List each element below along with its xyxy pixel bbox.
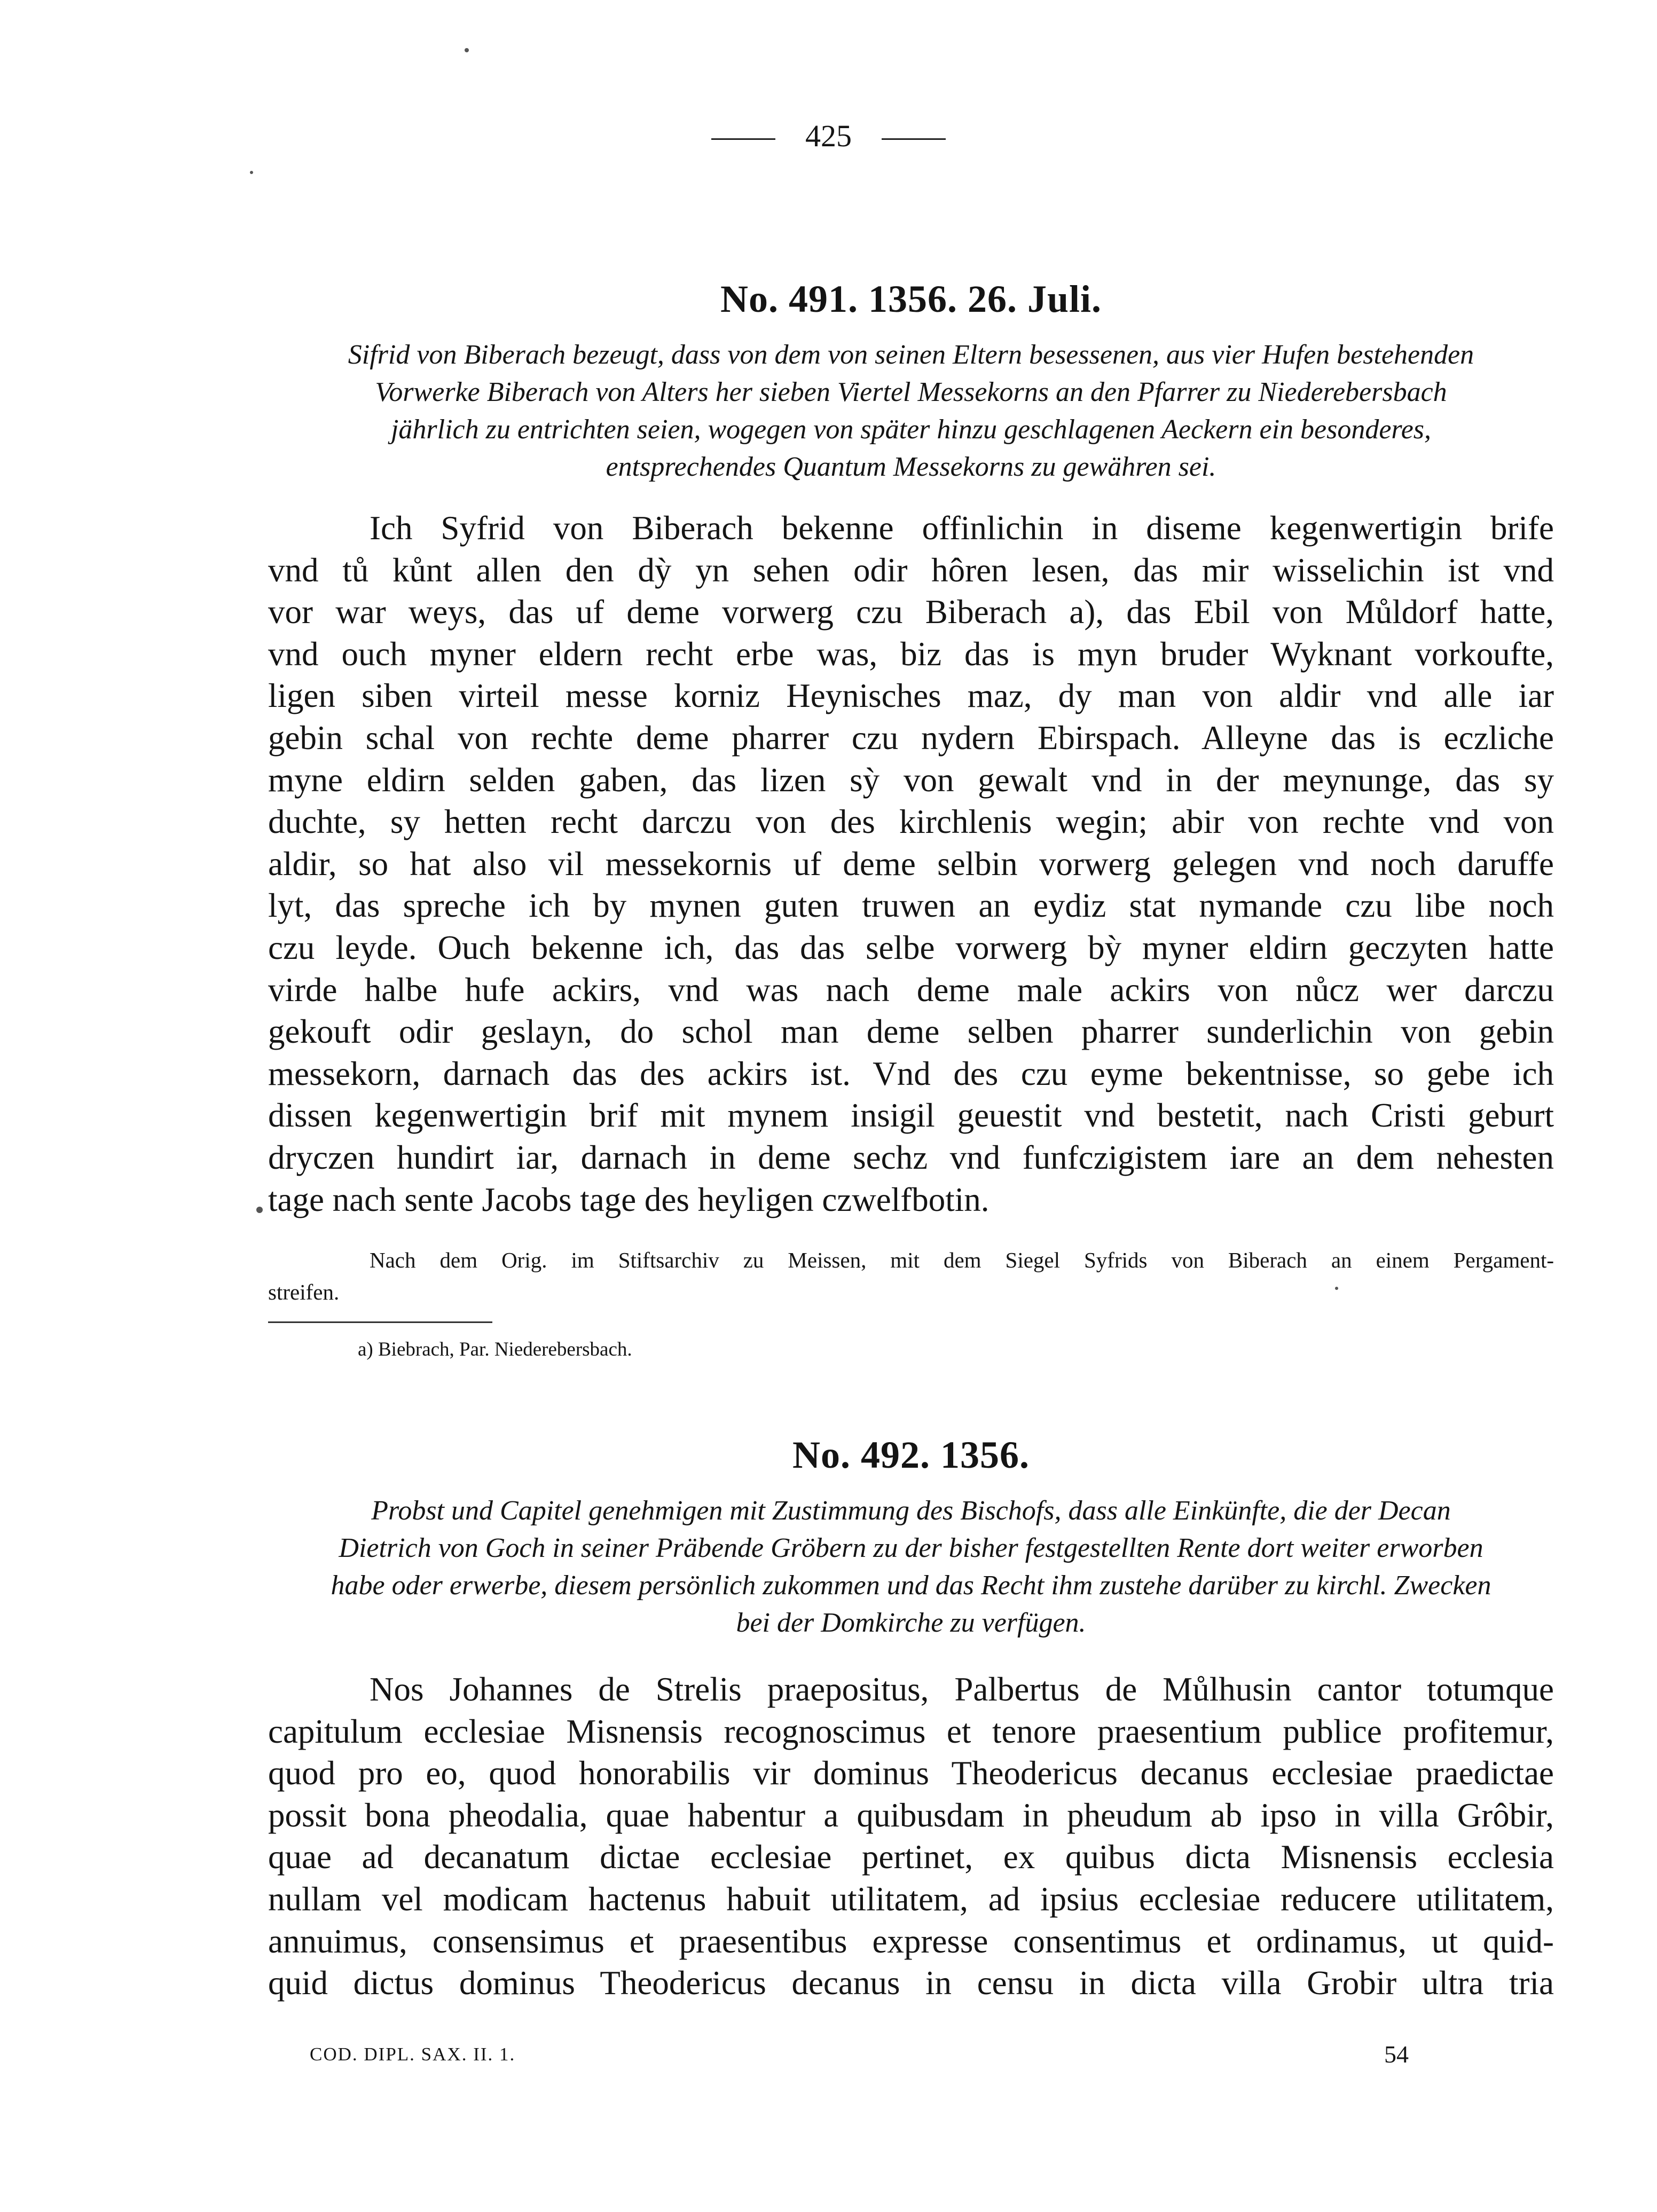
regest-line: Dietrich von Goch in seiner Präbende Gröbern zu der bisher festgestellten Rente dort weiter erworben: [339, 1533, 1483, 1563]
page-footer: [0, 2038, 1657, 2071]
text-line: lyt, das spreche ich by mynen guten truwen an eydiz stat nymande czu libe noch: [268, 887, 1554, 925]
source-note-line: Nach dem Orig. im Stiftsarchiv zu Meissen, mit dem Siegel Syfrids von Biberach an einem Pergament-: [370, 1248, 1554, 1272]
source-note: [268, 1244, 1554, 1308]
text-line: virde halbe hufe ackirs, vnd was nach deme male ackirs von nůcz wer darczu: [268, 971, 1554, 1009]
text-line: vnd ouch myner eldern recht erbe was, biz das is myn bruder Wyknant vorkoufte,: [268, 635, 1554, 673]
text-line: gebin schal von rechte deme pharrer czu nydern Ebirspach. Alleyne das is eczliche: [268, 719, 1554, 757]
text-line: vor war weys, das uf deme vorwerg czu Biberach a), das Ebil von Můldorf hatte,: [268, 593, 1554, 631]
page-number: 425: [805, 119, 852, 153]
regest-line: entsprechendes Quantum Messekorns zu gewähren sei.: [606, 452, 1216, 482]
text-line: quod pro eo, quod honorabilis vir dominus Theodericus decanus ecclesiae praedictae: [268, 1754, 1554, 1792]
regest-line: Sifrid von Biberach bezeugt, dass von dem von seinen Eltern besessenen, aus vier Hufen bestehenden: [348, 340, 1474, 370]
text-line: gekouft odir geslayn, do schol man deme selben pharrer sunderlichin von gebin: [268, 1013, 1554, 1051]
scan-speck: [465, 48, 469, 52]
text-line: aldir, so hat also vil messekornis uf deme selbin vorwerg gelegen vnd noch daruffe: [268, 845, 1554, 883]
document-492-text: [268, 1668, 1554, 2004]
charter-text: [268, 1668, 1554, 2004]
text-line: Nos Johannes de Strelis praepositus, Palbertus de Můlhusin cantor totumque: [370, 1671, 1554, 1708]
regest: [268, 1492, 1554, 1642]
document-491-source: [268, 1244, 1554, 1308]
text-line: quid dictus dominus Theodericus decanus in censu in dicta villa Grobir ultra tria: [268, 1964, 1554, 2002]
scan-speck: [256, 1207, 263, 1213]
text-line: dryczen hundirt iar, darnach in deme sechz vnd funfczigistem iare an dem nehesten: [268, 1138, 1554, 1176]
text-line: capitulum ecclesiae Misnensis recognoscimus et tenore praesentium publice profitemur,: [268, 1712, 1554, 1750]
document-title: No. 491. 1356. 26. Juli.: [720, 278, 1102, 320]
text-line: Ich Syfrid von Biberach bekenne offinlichin in diseme kegenwertigin brife: [370, 509, 1554, 547]
text-line: possit bona pheodalia, quae habentur a quibusdam in pheudum ab ipso in villa Grôbir,: [268, 1796, 1554, 1834]
footnote-rule: [268, 1321, 492, 1323]
regest-line: Vorwerke Biberach von Alters her sieben Viertel Messekorns an den Pfarrer zu Niederebersbach: [375, 377, 1447, 407]
running-head-rule-left: [711, 138, 775, 140]
running-head-rule-right: [882, 138, 946, 140]
document-491-text: [268, 507, 1554, 1221]
text-line: annuimus, consensimus et praesentibus expresse consentimus et ordinamus, ut quid-: [268, 1922, 1554, 1960]
regest-line: bei der Domkirche zu verfügen.: [736, 1608, 1086, 1638]
document-492-regest: [268, 1492, 1554, 1642]
text-line: nullam vel modicam hactenus habuit utilitatem, ad ipsius ecclesiae reducere utilitatem,: [268, 1880, 1554, 1918]
text-line: czu leyde. Ouch bekenne ich, das das selbe vorwerg bỳ myner eldirn geczyten hatte: [268, 928, 1554, 966]
text-line: tage nach sente Jacobs tage des heyligen czwelfbotin.: [268, 1180, 990, 1218]
text-line: vnd tů kůnt allen den dỳ yn sehen odir hôren lesen, das mir wisselichin ist vnd: [268, 551, 1554, 589]
regest-line: habe oder erwerbe, diesem persönlich zukommen und das Recht ihm zustehe darüber zu kirchl. Zwecken: [331, 1570, 1491, 1601]
text-line: myne eldirn selden gaben, das lizen sỳ von gewalt vnd in der meynunge, das sy: [268, 761, 1554, 799]
document-title: No. 492. 1356.: [792, 1434, 1030, 1476]
text-line: quae ad decanatum dictae ecclesiae pertinet, ex quibus dicta Misnensis ecclesia: [268, 1838, 1554, 1876]
document-491: [268, 272, 1554, 326]
document-491-regest: [268, 336, 1554, 486]
charter-text: [268, 507, 1554, 1221]
sheet-number: 54: [1384, 2041, 1409, 2068]
text-line: messekorn, darnach das des ackirs ist. Vnd des czu eyme bekentnisse, so gebe ich: [268, 1054, 1554, 1092]
text-line: ligen siben virteil messe korniz Heynisches maz, dy man von aldir vnd alle iar: [268, 677, 1554, 715]
regest: [268, 336, 1554, 486]
scan-speck: [250, 171, 253, 174]
regest-line: Probst und Capitel genehmigen mit Zustimmung des Bischofs, dass alle Einkünfte, die der Decan: [371, 1495, 1451, 1526]
source-note-line: streifen.: [268, 1280, 340, 1304]
scan-speck: [1335, 1287, 1338, 1290]
running-head: [0, 115, 1657, 158]
regest-line: jährlich zu entrichten seien, wogegen von später hinzu geschlagenen Aeckern ein besonderes,: [390, 414, 1432, 445]
footnote: a) Biebrach, Par. Niederebersbach.: [358, 1339, 632, 1360]
signature-mark: COD. DIPL. SAX. II. 1.: [310, 2044, 516, 2065]
text-line: dissen kegenwertigin brif mit mynem insigil geuestit vnd bestetit, nach Cristi geburt: [268, 1097, 1554, 1135]
text-line: duchte, sy hetten recht darczu von des kirchlenis wegin; abir von rechte vnd von: [268, 803, 1554, 841]
document-492: [268, 1428, 1554, 1482]
